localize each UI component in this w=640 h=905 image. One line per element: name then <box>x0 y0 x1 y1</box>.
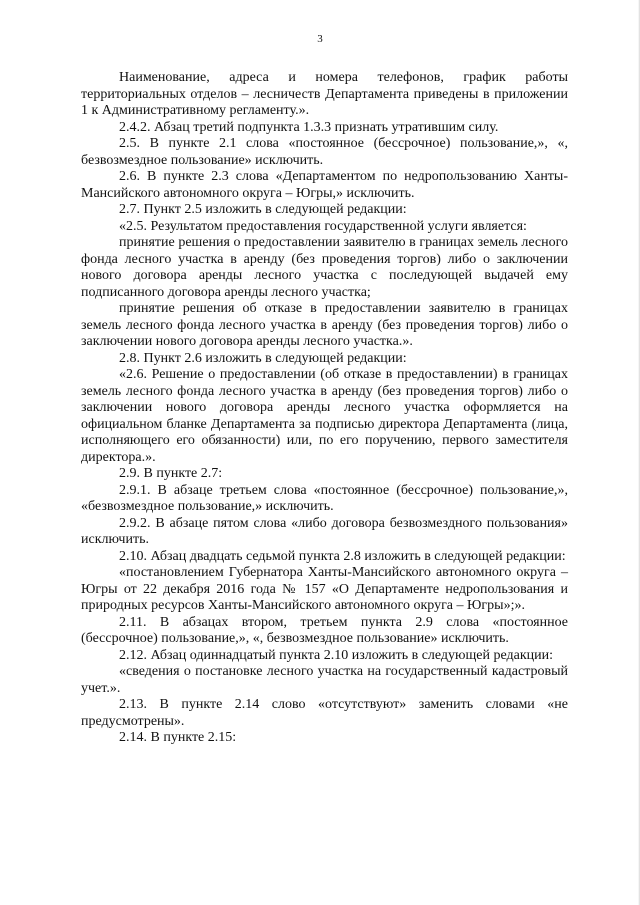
paragraph-2-12: 2.12. Абзац одиннадцатый пункта 2.10 изложить в следующей редакции: <box>119 647 554 663</box>
paragraph-2-9-2: 2.9.2. В абзаце пятом слова «либо договора безвозмездного пользования» исключить. <box>81 515 568 547</box>
page-number: 3 <box>317 33 323 45</box>
paragraph-decision-grant: принятие решения о предоставлении заявителю в границах земель лесного фонда лесного участка в аренду (без проведения торгов) либо о заключении нового договора аренды лесного участка с последующей выдачей ему подписанного договора аренды лесного участка; <box>81 235 568 300</box>
paragraph-2-5: 2.5. В пункте 2.1 слова «постоянное (бессрочное) пользование,», «, безвозмездное пользование» исключить. <box>81 136 568 168</box>
paragraph-2-9-1: 2.9.1. В абзаце третьем слова «постоянное (бессрочное) пользование,», «безвозмездное пользование,» исключить. <box>81 482 568 514</box>
paragraph-2-8: 2.8. Пункт 2.6 изложить в следующей редакции: <box>119 350 407 366</box>
paragraph-2-4-2: 2.4.2. Абзац третий подпункта 1.3.3 признать утратившим силу. <box>119 119 499 135</box>
paragraph-2-13: 2.13. В пункте 2.14 слово «отсутствуют» заменить словами «не предусмотрены». <box>81 697 568 729</box>
paragraph-decision-refusal: принятие решения об отказе в предоставлении заявителю в границах земель лесного фонда лесного участка в аренду (без проведения торгов) либо о заключении нового договора аренды лесного участка.». <box>81 301 568 349</box>
paragraph-2-6: 2.6. В пункте 2.3 слова «Департаментом по недропользованию Ханты-Мансийского автономного округа – Югры,» исключить. <box>81 169 568 201</box>
paragraph-territorial-departments: Наименование, адреса и номера телефонов, график работы территориальных отделов – лесничеств Департамента приведены в приложении 1 к Административному регламенту.». <box>81 70 568 118</box>
paragraph-2-10: 2.10. Абзац двадцать седьмой пункта 2.8 изложить в следующей редакции: <box>119 548 566 564</box>
paragraph-governor-resolution: «постановлением Губернатора Ханты-Мансийского автономного округа – Югры от 22 декабря 2016 года № 157 «О Департаменте недропользования и природных ресурсов Ханты-Мансийского автономного округа – Югры»;». <box>81 565 568 613</box>
paragraph-2-5-result-intro: «2.5. Результатом предоставления государственной услуги является: <box>119 218 527 234</box>
paragraph-2-11: 2.11. В абзацах втором, третьем пункта 2.9 слова «постоянное (бессрочное) пользование,», «, безвозмездное пользование» исключить. <box>81 614 568 646</box>
document-body <box>81 70 568 747</box>
paragraph-cadastral-record: «сведения о постановке лесного участка на государственный кадастровый учет.». <box>81 664 568 696</box>
paragraph-2-6-decision: «2.6. Решение о предоставлении (об отказе в предоставлении) в границах земель лесного фонда лесного участка в аренду (без проведения торгов) либо о заключении нового договора аренды лесного участка оформляется на официальном бланке Департамента за подписью директора Департамента (лица, исполняющего его обязанности) или, по его поручению, первого заместителя директора.». <box>81 367 568 465</box>
paragraph-2-7: 2.7. Пункт 2.5 изложить в следующей редакции: <box>119 202 407 217</box>
paragraph-2-9: 2.9. В пункте 2.7: <box>119 466 223 481</box>
paragraph-2-14: 2.14. В пункте 2.15: <box>119 730 237 745</box>
